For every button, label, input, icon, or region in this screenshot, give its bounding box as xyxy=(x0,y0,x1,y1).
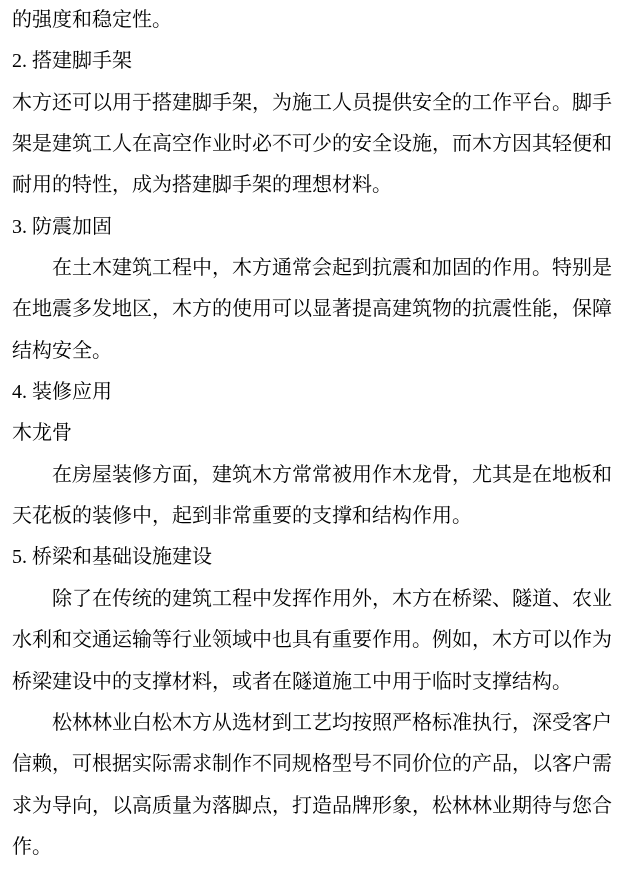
text-line: 除了在传统的建筑工程中发挥作用外，木方在桥梁、隧道、农业 xyxy=(52,587,612,610)
text-line: 桥梁建设中的支撑材料，或者在隧道施工中用于临时支撑结构。 xyxy=(12,670,572,693)
text-line: 在房屋装修方面，建筑木方常常被用作木龙骨，尤其是在地板和 xyxy=(52,463,612,486)
text-line: 3. 防震加固 xyxy=(12,215,112,238)
paragraph-body xyxy=(12,703,612,868)
paragraph-body xyxy=(12,248,612,372)
text-line: 天花板的装修中，起到非常重要的支撑和结构作用。 xyxy=(12,505,472,528)
text-line: 在土木建筑工程中，木方通常会起到抗震和加固的作用。特别是 xyxy=(52,257,612,280)
paragraph-heading xyxy=(12,207,612,248)
text-line: 作。 xyxy=(12,835,52,858)
text-line: 在地震多发地区，木方的使用可以显著提高建筑物的抗震性能，保障 xyxy=(12,298,612,321)
text-line: 5. 桥梁和基础设施建设 xyxy=(12,546,212,569)
text-line: 松林林业白松木方从选材到工艺均按照严格标准执行，深受客户 xyxy=(52,711,612,734)
paragraph-body xyxy=(12,579,612,703)
text-line: 耐用的特性，成为搭建脚手架的理想材料。 xyxy=(12,174,392,197)
paragraph-body xyxy=(12,455,612,538)
document-body xyxy=(12,0,612,868)
text-line: 的强度和稳定性。 xyxy=(12,9,172,31)
text-line: 求为导向，以高质量为落脚点，打造品牌形象，松林林业期待与您合 xyxy=(12,794,612,817)
text-line: 水利和交通运输等行业领域中也具有重要作用。例如，木方可以作为 xyxy=(12,629,612,652)
text-line: 结构安全。 xyxy=(12,339,112,362)
text-line: 信赖，可根据实际需求制作不同规格型号不同价位的产品，以客户需 xyxy=(12,753,612,776)
text-line: 4. 装修应用 xyxy=(12,381,112,404)
text-line: 木龙骨 xyxy=(12,422,72,445)
paragraph-heading xyxy=(12,372,612,413)
paragraph-heading xyxy=(12,41,612,82)
text-line: 架是建筑工人在高空作业时必不可少的安全设施，而木方因其轻便和 xyxy=(12,133,612,156)
paragraph-body-continuation xyxy=(12,0,612,41)
paragraph-heading xyxy=(12,537,612,578)
text-line: 木方还可以用于搭建脚手架，为施工人员提供安全的工作平台。脚手 xyxy=(12,91,612,114)
text-line: 2. 搭建脚手架 xyxy=(12,50,132,73)
paragraph-subheading xyxy=(12,413,612,454)
paragraph-body xyxy=(12,83,612,207)
